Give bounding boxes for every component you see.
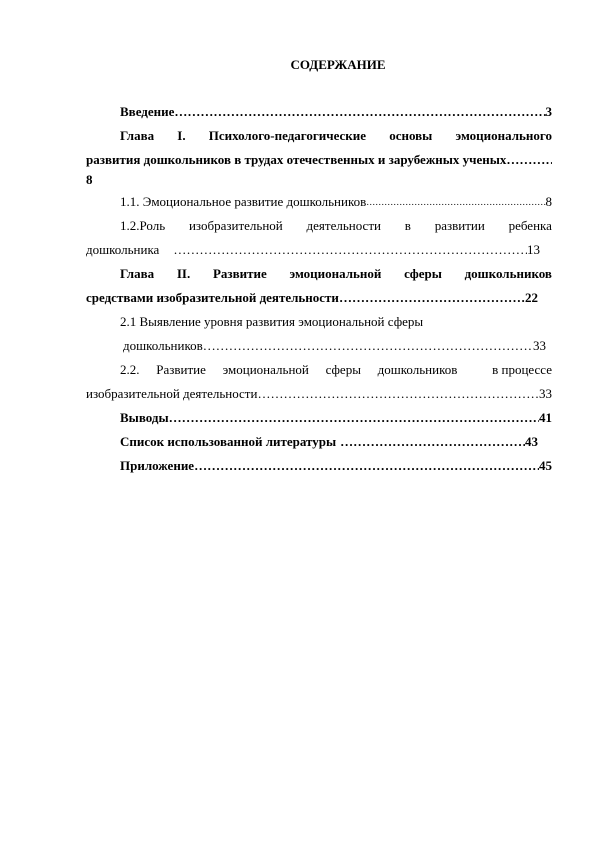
toc-page-number: 33	[533, 338, 546, 353]
toc-entry-line: дошкольника ………………………………………………………………………………………………………………………………………………………………………………… 13	[86, 238, 552, 262]
leader-dots	[340, 430, 525, 454]
page-title: СОДЕРЖАНИЕ	[290, 57, 386, 72]
toc-entry-intro[interactable]	[86, 100, 552, 124]
leader-dots	[194, 454, 539, 478]
toc-entry-chapter-2[interactable]	[86, 262, 552, 310]
toc-entry-line: 2.1 Выявление уровня развития эмоциональной сферы	[120, 314, 424, 329]
toc-entry-references[interactable]	[86, 430, 552, 454]
toc-page-number: 45	[539, 458, 552, 473]
leader-dots	[257, 382, 539, 406]
toc-page-number: 33	[539, 386, 552, 401]
toc-entry-line: средствами изобразительной деятельности ………………………………………………………………………………………………………………………………………………………………………………… 22	[86, 286, 552, 310]
toc-entry-label: Введение	[120, 104, 175, 119]
toc-entry-line: 1.2.Роль изобразительной деятельности в развитии ребенка	[120, 218, 552, 233]
toc-entry-conclusions[interactable]	[86, 406, 552, 430]
toc-entry-label: Список использованной литературы	[120, 434, 337, 449]
toc-entry-2-1[interactable]	[86, 310, 552, 358]
toc-entry-1-2[interactable]	[86, 214, 552, 262]
leader-dots	[203, 334, 533, 358]
toc-page-number: 22	[525, 290, 538, 305]
leader-dots	[366, 190, 545, 214]
leader-dots	[506, 148, 552, 172]
toc-page-number: 41	[539, 410, 552, 425]
toc-entry-line: изобразительной деятельности ………………………………………………………………………………………………………………………………………………………………………………… 33	[86, 382, 552, 406]
toc-entry-line: дошкольников ………………………………………………………………………………………………………………………………………………………………………………… 33	[86, 334, 552, 358]
toc-entry-2-2[interactable]	[86, 358, 552, 406]
toc-entry-line: Глава I. Психолого-педагогические основы эмоционального	[120, 128, 552, 143]
leader-dots	[339, 286, 525, 310]
toc-entry-chapter-1[interactable]	[86, 124, 552, 188]
toc-entry-appendix[interactable]	[86, 454, 552, 478]
leader-dots	[169, 406, 539, 430]
leader-dots	[173, 238, 527, 262]
toc-entry-label: 1.1. Эмоциональное развитие дошкольников	[120, 194, 367, 209]
toc-page-number: 8	[545, 194, 552, 209]
toc-page-number: 8	[86, 172, 93, 187]
toc-entry-label: Выводы	[120, 410, 169, 425]
toc-entry-line: Глава II. Развитие эмоциональной сферы дошкольников	[120, 266, 552, 281]
toc-entry-label: Приложение	[120, 458, 195, 473]
toc-entry-line: 2.2. Развитие эмоциональной сферы дошкольников в процессе	[120, 362, 552, 377]
toc-entry-line: развития дошкольников в трудах отечественных и зарубежных ученых …………………………………………………………………………………………………………………………………………………………………………………	[86, 148, 552, 172]
leader-dots	[174, 100, 545, 124]
toc-page-number: 13	[527, 242, 540, 257]
toc-entry-1-1[interactable]	[86, 190, 552, 214]
toc-page-number: 3	[545, 104, 552, 119]
toc-page-number: 43	[525, 434, 538, 449]
table-of-contents	[86, 100, 552, 478]
